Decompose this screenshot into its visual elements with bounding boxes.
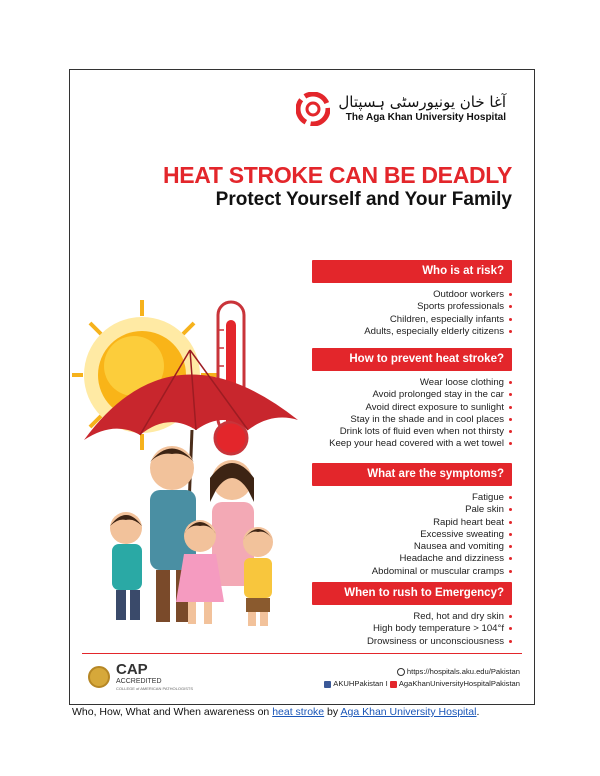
list-item: Drink lots of fluid even when not thirsty [312,426,512,438]
section-header: How to prevent heat stroke? [312,348,512,371]
aku-logo-icon [296,92,330,126]
logo-urdu-text: آغا خان یونیورسٹی ہسپتال [338,93,506,111]
list-item: Sports professionals [312,301,512,313]
list-item: Keep your head covered with a wet towel [312,438,512,450]
list-item: Drowsiness or unconsciousness [312,636,512,648]
youtube-handle: AgaKhanUniversityHospitalPakistan [398,679,520,688]
social-line [324,678,520,690]
list-item: Red, hot and dry skin [312,611,512,623]
list-item: Adults, especially elderly citizens [312,326,512,338]
logo-name: The Aga Khan University Hospital [345,112,506,123]
list-item: Avoid direct exposure to sunlight [312,402,512,414]
heat-stroke-link[interactable]: heat stroke [272,706,325,718]
contact-info [324,666,520,690]
cap-title: CAP [116,661,148,678]
list-item: Nausea and vomiting [312,541,512,553]
website-line [324,666,520,678]
cap-org: COLLEGE of AMERICAN PATHOLOGISTS [116,686,193,691]
section-header: Who is at risk? [312,260,512,283]
list-item: Rapid heart beat [312,517,512,529]
list-item: Outdoor workers [312,289,512,301]
poster-footer [84,660,520,700]
list-item: Avoid prolonged stay in the car [312,389,512,401]
section-how-to-prevent [312,348,512,451]
headline-sub: Protect Yourself and Your Family [215,189,512,210]
section-who-at-risk [312,260,512,338]
hospital-logo [296,92,506,126]
section-header: What are the symptoms? [312,463,512,486]
footer-divider [82,653,522,654]
caption-prefix: Who, How, What and When awareness on [72,706,273,718]
section-list [312,492,512,578]
cap-accreditation [116,662,193,692]
headline [70,162,512,212]
headline-main: HEAT STROKE CAN BE DEADLY [162,162,512,188]
section-list [312,377,512,451]
list-item: Wear loose clothing [312,377,512,389]
list-item: Excessive sweating [312,529,512,541]
cap-subtitle: ACCREDITED [116,678,162,685]
website-text: https://hospitals.aku.edu/Pakistan [406,667,520,676]
section-emergency [312,582,512,648]
list-item: Pale skin [312,504,512,516]
image-caption [72,706,479,718]
globe-icon [397,668,405,676]
caption-middle: by [324,706,341,718]
list-item: Fatigue [312,492,512,504]
aku-hospital-link[interactable]: Aga Khan University Hospital [340,706,477,718]
facebook-handle: AKUHPakistan [333,679,384,688]
separator: I [383,679,390,688]
list-item: Children, especially infants [312,314,512,326]
family-figures [110,446,273,626]
section-symptoms [312,463,512,578]
poster [69,69,535,705]
list-item: Stay in the shade and in cool places [312,414,512,426]
section-list [312,611,512,648]
facebook-icon [324,681,331,688]
list-item: Abdominal or muscular cramps [312,566,512,578]
youtube-icon [390,681,397,688]
accreditation-seal-icon [88,666,110,688]
list-item: Headache and dizziness [312,553,512,565]
family-umbrella-illustration [72,280,302,660]
thermometer-icon [215,302,247,454]
section-header: When to rush to Emergency? [312,582,512,605]
caption-suffix: . [476,706,480,718]
section-list [312,289,512,338]
list-item: High body temperature > 104°f [312,623,512,635]
